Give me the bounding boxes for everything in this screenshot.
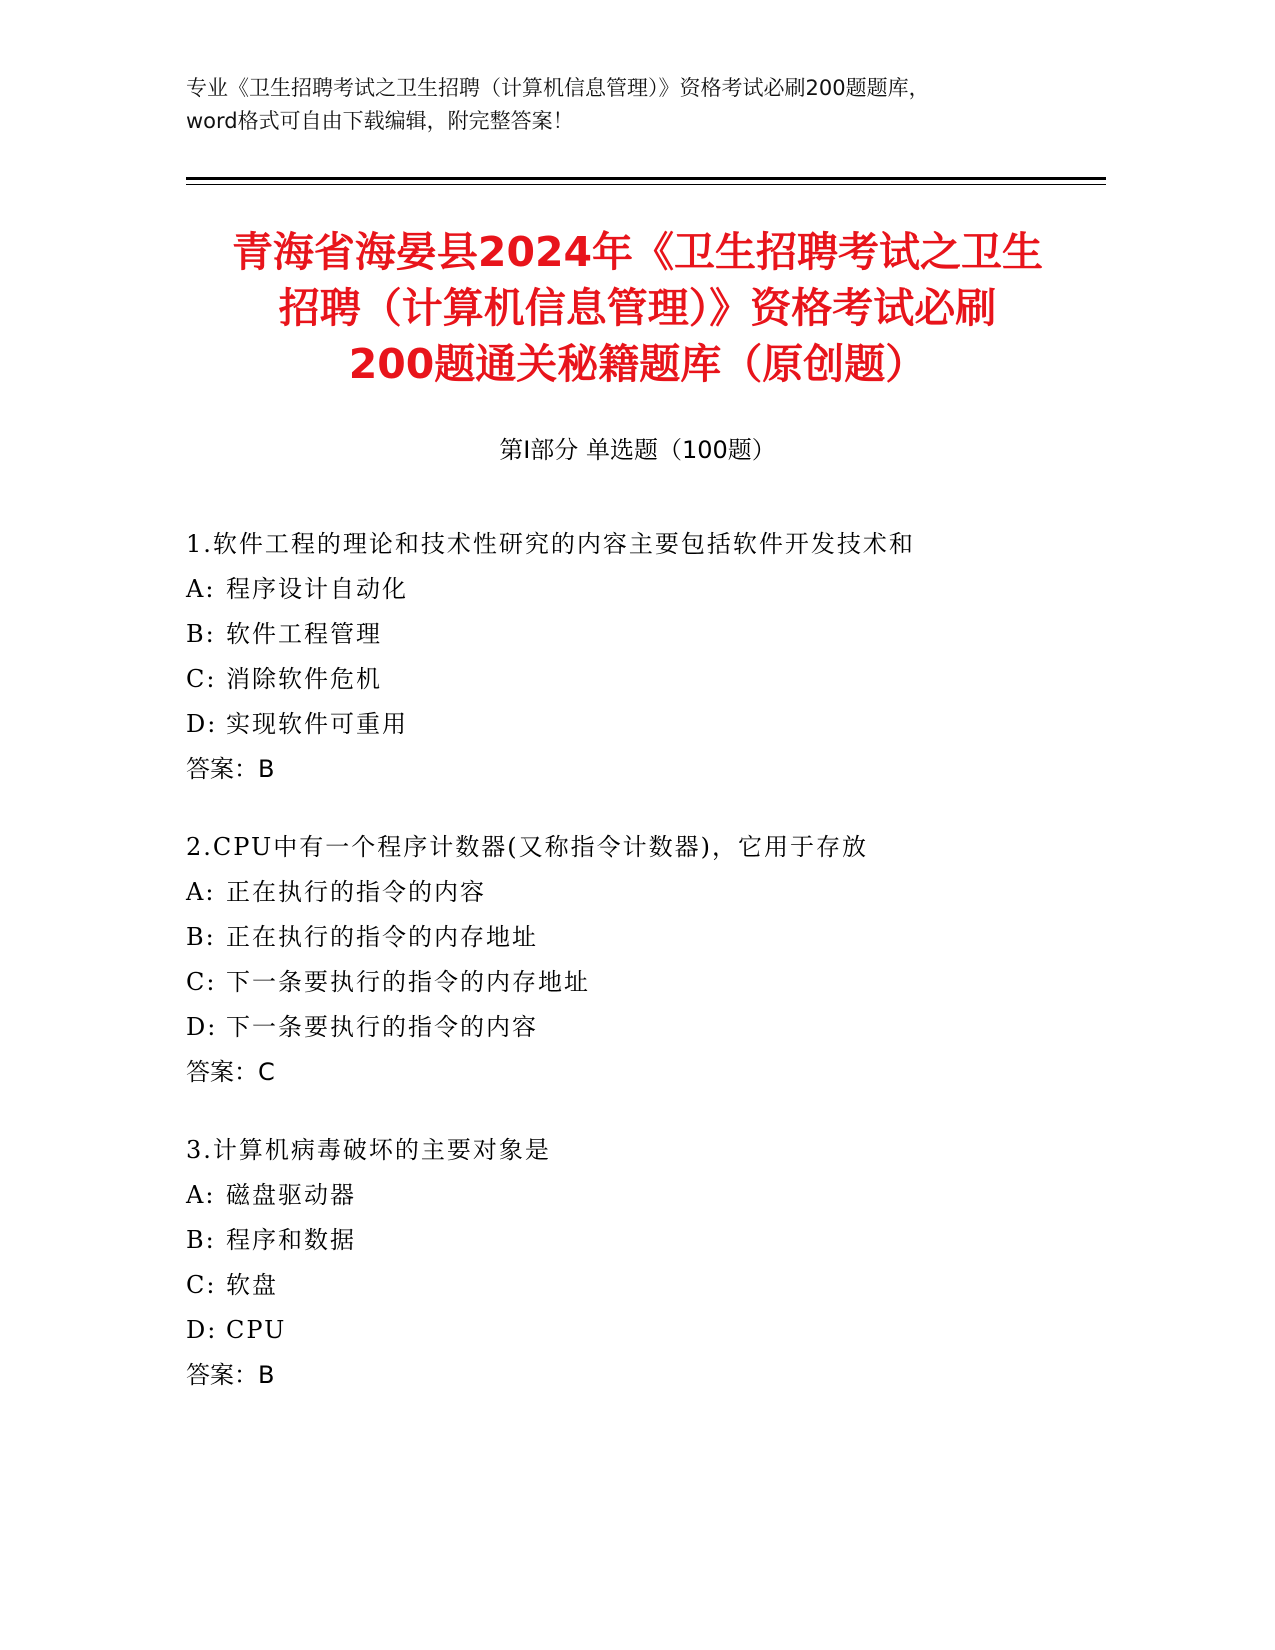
option-letter: D: bbox=[186, 1316, 218, 1344]
question-stem: 2.CPU中有一个程序计数器(又称指令计数器)，它用于存放 bbox=[186, 833, 868, 861]
option-text: 下一条要执行的指令的内存地址 bbox=[226, 968, 590, 996]
option-letter: C: bbox=[186, 1271, 217, 1299]
question-list bbox=[186, 522, 1106, 1431]
header-divider-thin bbox=[186, 184, 1106, 185]
option-text: 程序和数据 bbox=[226, 1226, 356, 1254]
header-note bbox=[186, 72, 1106, 138]
option-letter: C: bbox=[186, 665, 217, 693]
option-text: CPU bbox=[226, 1316, 287, 1344]
document-title-line-1: 青海省海晏县2024年《卫生招聘考试之卫生 bbox=[231, 228, 1044, 276]
option-c bbox=[186, 1263, 1106, 1308]
option-text: 磁盘驱动器 bbox=[226, 1181, 356, 1209]
option-b bbox=[186, 1218, 1106, 1263]
question-stem: 3.计算机病毒破坏的主要对象是 bbox=[186, 1136, 551, 1164]
option-letter: A: bbox=[186, 878, 216, 906]
answer: 答案：C bbox=[186, 1058, 275, 1086]
option-d bbox=[186, 1005, 1106, 1050]
document-title-line-2: 招聘（计算机信息管理）》资格考试必刷 bbox=[278, 284, 997, 332]
option-b bbox=[186, 612, 1106, 657]
option-d bbox=[186, 702, 1106, 747]
option-b bbox=[186, 915, 1106, 960]
header-divider-thick bbox=[186, 177, 1106, 180]
answer: 答案：B bbox=[186, 1361, 275, 1389]
option-text: 软件工程管理 bbox=[226, 620, 382, 648]
section-title: 第Ⅰ部分 单选题（100题） bbox=[499, 436, 776, 464]
document-title-line-3: 200题通关秘籍题库（原创题） bbox=[348, 340, 927, 388]
option-a bbox=[186, 1173, 1106, 1218]
option-letter: D: bbox=[186, 710, 218, 738]
option-a bbox=[186, 567, 1106, 612]
header-line-2: word格式可自由下载编辑，附完整答案！ bbox=[186, 109, 574, 133]
option-c bbox=[186, 960, 1106, 1005]
question-3 bbox=[186, 1128, 1106, 1398]
question-stem: 1.软件工程的理论和技术性研究的内容主要包括软件开发技术和 bbox=[186, 530, 915, 558]
option-text: 下一条要执行的指令的内容 bbox=[226, 1013, 538, 1041]
option-letter: A: bbox=[186, 1181, 216, 1209]
option-text: 实现软件可重用 bbox=[226, 710, 408, 738]
option-text: 程序设计自动化 bbox=[226, 575, 408, 603]
answer: 答案：B bbox=[186, 755, 275, 783]
option-a bbox=[186, 870, 1106, 915]
option-letter: A: bbox=[186, 575, 216, 603]
option-text: 消除软件危机 bbox=[226, 665, 382, 693]
option-letter: B: bbox=[186, 620, 216, 648]
question-1 bbox=[186, 522, 1106, 792]
option-d bbox=[186, 1308, 1106, 1353]
option-letter: B: bbox=[186, 1226, 216, 1254]
option-letter: B: bbox=[186, 923, 216, 951]
header-line-1: 专业《卫生招聘考试之卫生招聘（计算机信息管理）》资格考试必刷200题题库， bbox=[186, 76, 930, 100]
option-letter: D: bbox=[186, 1013, 218, 1041]
option-c bbox=[186, 657, 1106, 702]
question-2 bbox=[186, 825, 1106, 1095]
option-text: 正在执行的指令的内容 bbox=[226, 878, 486, 906]
option-text: 正在执行的指令的内存地址 bbox=[226, 923, 538, 951]
option-text: 软盘 bbox=[226, 1271, 278, 1299]
option-letter: C: bbox=[186, 968, 217, 996]
document-title bbox=[100, 224, 1175, 392]
